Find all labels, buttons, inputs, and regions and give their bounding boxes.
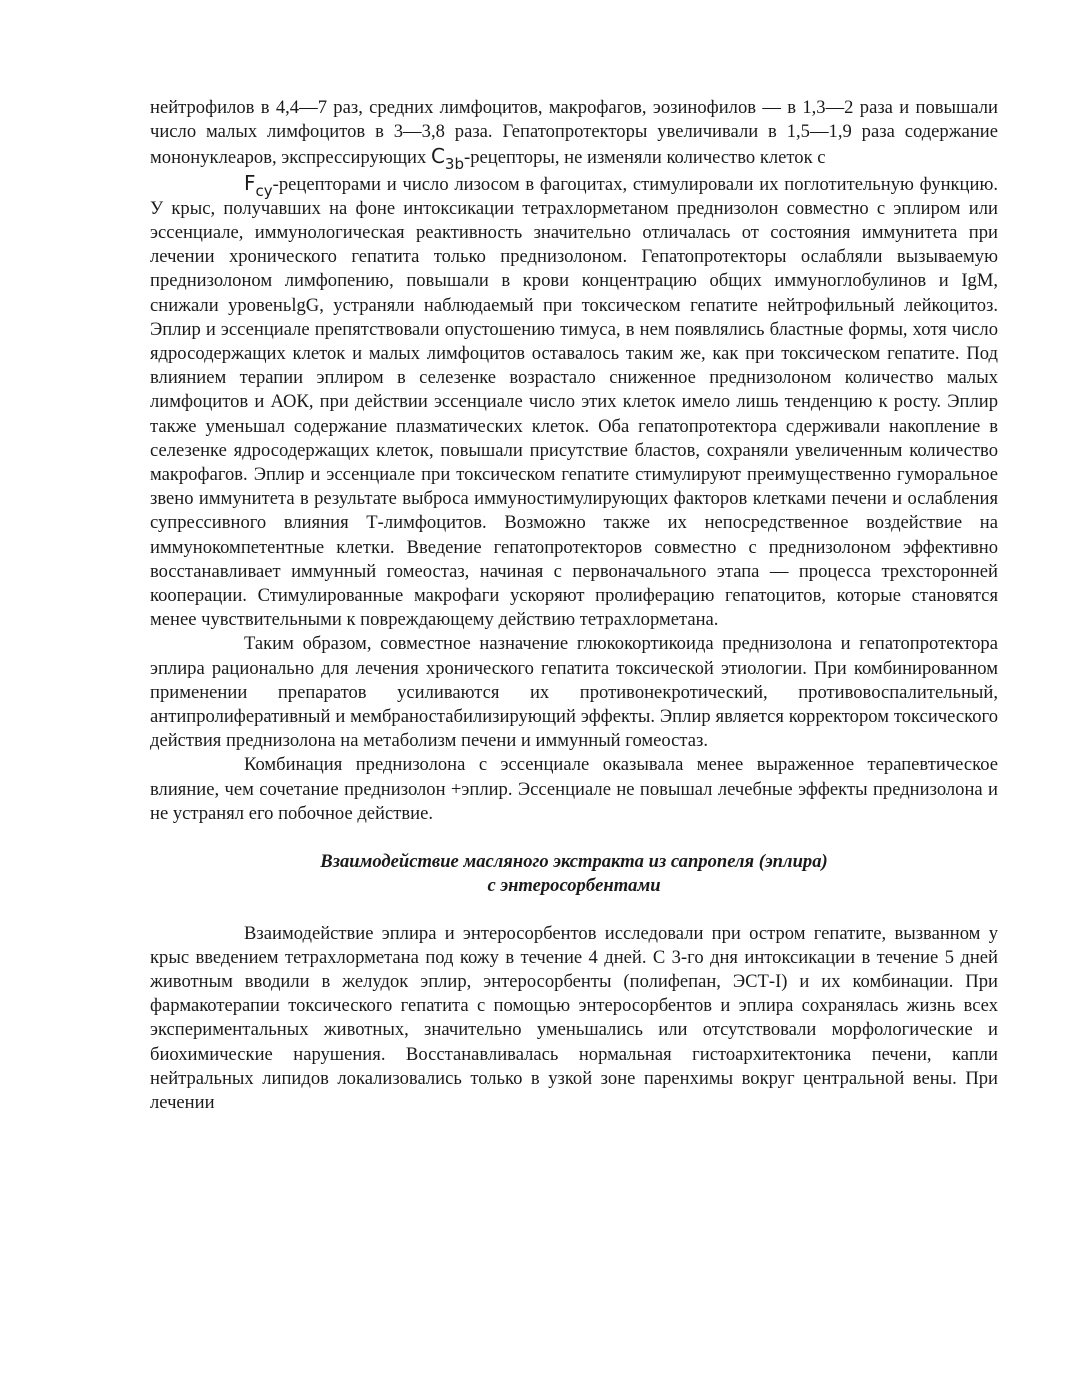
section-heading-line-1: Взаимодействие масляного экстракта из сапропеля (эплира) [320, 851, 828, 873]
paragraph-2-text: -рецепторами и число лизосом в фагоцитах, стимулировали их поглотительную функцию. У крыс, получавших на фоне интоксикации тетрахлорметаном преднизолон совместно с эплиром или эссенциале, иммунологическая реактивность значительно отличалась от состояния иммунитета при лечении хронического гепатита только преднизолоном. Гепатопротекторы ослабляли вызываемую преднизолоном лимфопению, повышали в крови концентрацию общих иммуноглобулинов и IgM, снижали уровеньlgG, устраняли наблюдаемый при токсическом гепатите нейтрофильный лейкоцитоз. Эплир и эссенциале препятствовали опустошению тимуса, в нем появлялись бластные формы, хотя число ядросодержащих клеток и малых лимфоцитов оставалось таким же, как при токсическом гепатите. Под влиянием терапии эплиром в селезенке возрастало сниженное преднизолоном количество малых лимфоцитов и АОК, при действии эссенциале число этих клеток имело лишь тенденцию к росту. Эплир также уменьшал содержание плазматических клеток. Оба гепатопротектора сдерживали накопление в селезенке ядросодержащих клеток, повышали присутствие бластов, сохраняли увеличенным количество макрофагов. Эплир и эссенциале при токсическом гепатите стимулируют преимущественно гуморальное звено иммунитета в результате выброса иммуностимулирующих факторов клетками печени и ослабления супрессивного влияния Т-лимфоцитов. Возможно также их непосредственное воздействие на иммунокомпетентные клетки. Введение гепатопротекторов совместно с преднизолоном эффективно восстанавливает иммунный гомеостаз, начиная с первоначального этапа — процесса трехсторонней кооперации. Стимулированные макрофаги ускоряют пролиферацию гепатоцитов, которые становятся менее чувствительными к повреждающему действию тетрахлорметана. [150, 173, 998, 631]
document-page [150, 96, 998, 1115]
paragraph-1 [150, 96, 998, 174]
section-heading-line-2: с энтеросорбентами [487, 875, 661, 897]
section-heading [150, 850, 998, 898]
paragraph-1-text-b: -рецепторы, не изменяли количество клеток с [464, 147, 826, 169]
c3b-symbol: C [430, 144, 445, 169]
paragraph-5: Взаимодействие эплира и энтеросорбентов исследовали при остром гепатите, вызванном у крыс введением тетрахлорметана под кожу в течение 4 дней. С 3-го дня интоксикации в течение 5 дней животным вводили в желудок эплир, энтеросорбенты (полифепан, ЭСТ-I) и их комбинации. При фармакотерапии токсического гепатита с помощью энтеросорбентов и эплира сохранялась жизнь всех экспериментальных животных, значительно уменьшались или отсутствовали морфологические и биохимические нарушения. Восстанавливалась нормальная гистоархитектоника печени, капли нейтральных липидов локализовались только в узкой зоне паренхимы вокруг центральной вены. При лечении [150, 922, 998, 1113]
paragraph-2 [150, 171, 998, 633]
paragraph-1-text-a: нейтрофилов в 4,4—7 раз, средних лимфоцитов, макрофагов, эозинофилов — в 1,3—2 раза и повышали число малых лимфоцитов в 3—3,8 раза. Гепатопротекторы увеличивали в 1,5—1,9 раза содержание мононуклеаров, экспрессирующих [150, 97, 998, 169]
paragraph-4: Комбинация преднизолона с эссенциале оказывала менее выраженное терапевтическое влияние, чем сочетание преднизолон +эплир. Эссенциале не повышал лечебные эффекты преднизолона и не устранял его побочное действие. [150, 754, 998, 824]
paragraph-3: Таким образом, совместное назначение глюкокортикоида преднизолона и гепатопротектора эплира рационально для лечения хронического гепатита токсической этиологии. При комбинированном применении препаратов усиливаются их противонекротический, противовоспалительный, антипролиферативный и мембраностабилизирующий эффекты. Эплир является корректором токсического действия преднизолона на метаболизм печени и иммунный гомеостаз. [150, 633, 998, 752]
c3b-subscript: 3b [444, 155, 464, 174]
fcy-subscript: cy [255, 181, 273, 200]
fcy-symbol: F [244, 170, 256, 195]
